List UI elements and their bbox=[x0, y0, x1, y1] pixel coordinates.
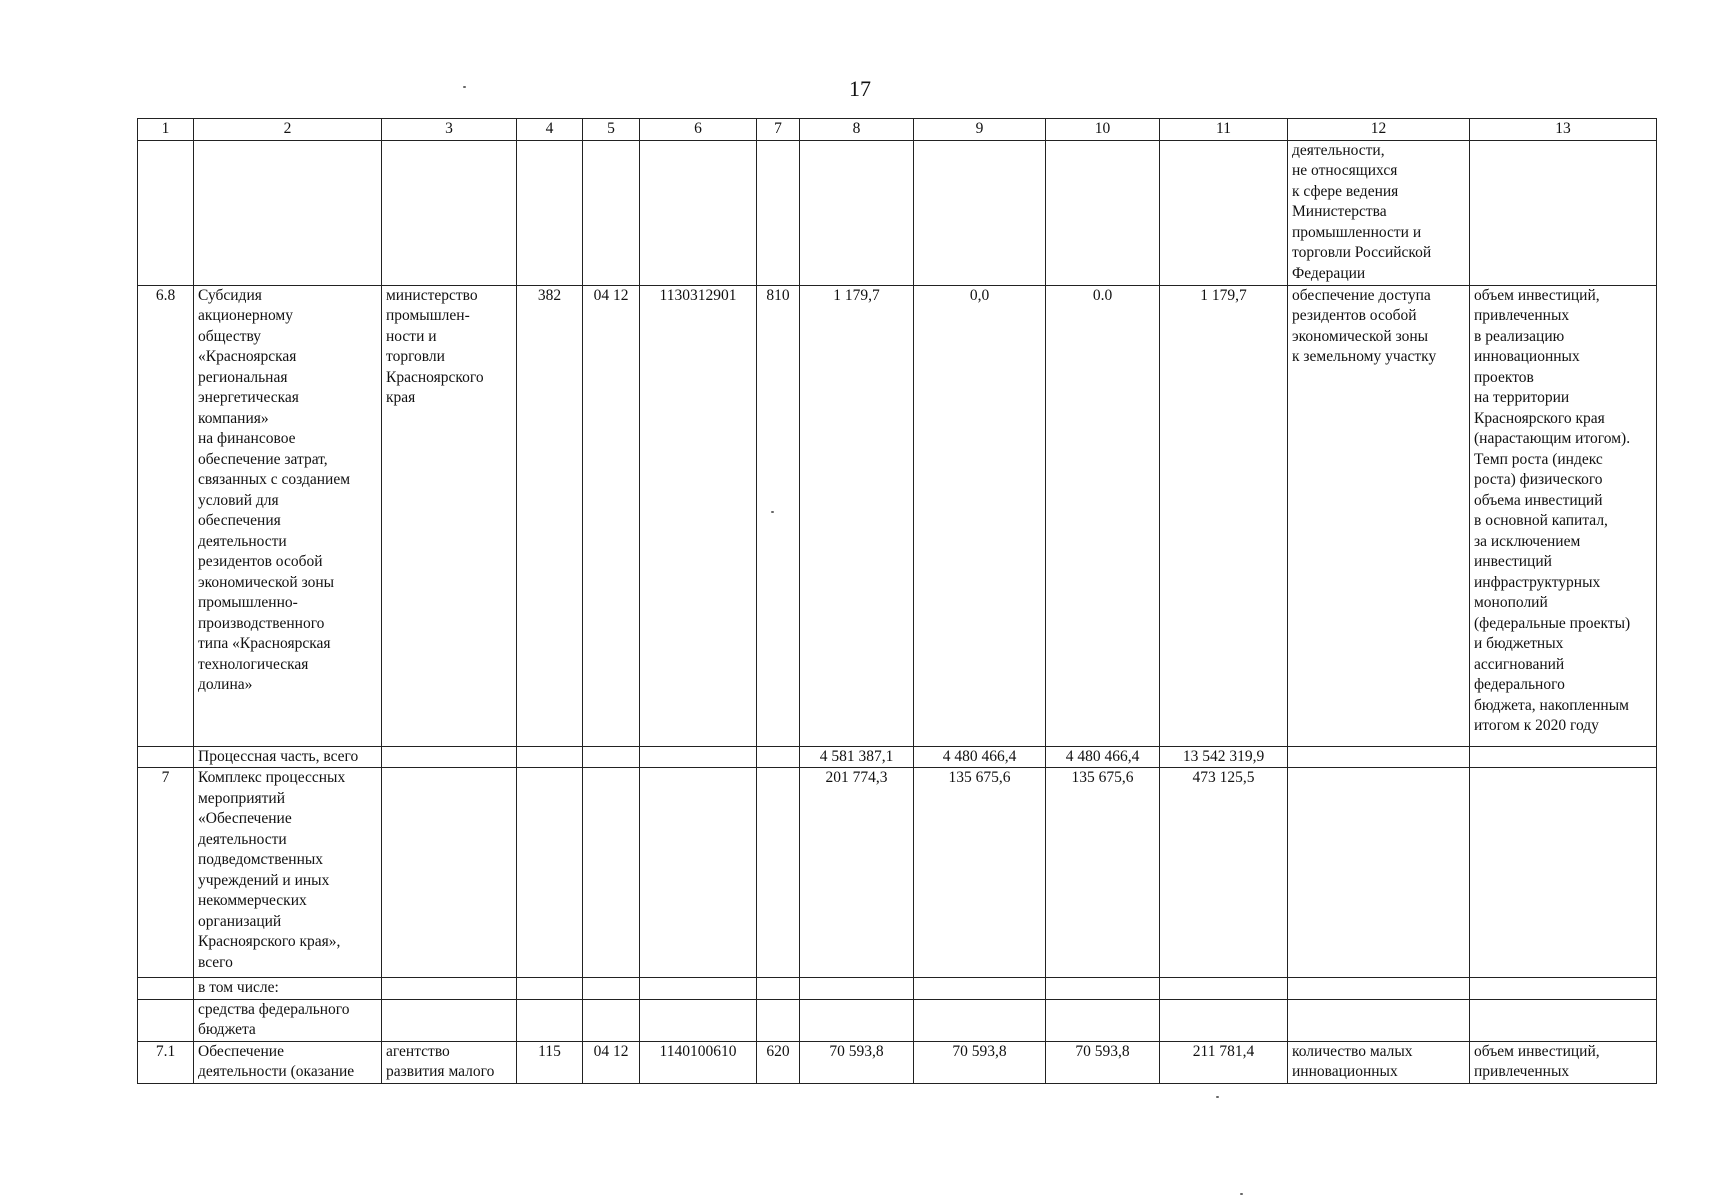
executor-cell bbox=[382, 768, 517, 978]
year3-amount-cell: 135 675,6 bbox=[1046, 768, 1160, 978]
target-article-cell bbox=[640, 746, 757, 768]
indicator-cell bbox=[1470, 746, 1657, 768]
scan-speck bbox=[463, 86, 466, 88]
measure-name-cell: Процессная часть, всего bbox=[194, 746, 382, 768]
year2-amount-cell bbox=[914, 140, 1046, 285]
year3-amount-cell bbox=[1046, 999, 1160, 1041]
section-code-cell bbox=[583, 978, 640, 1000]
section-code-cell bbox=[583, 746, 640, 768]
target-article-cell bbox=[640, 768, 757, 978]
grbs-code-cell bbox=[517, 768, 583, 978]
expense-type-cell: 620 bbox=[757, 1041, 800, 1083]
measure-name-cell bbox=[194, 140, 382, 285]
row-number-cell bbox=[138, 140, 194, 285]
target-article-cell bbox=[640, 978, 757, 1000]
expense-type-cell bbox=[757, 746, 800, 768]
measure-name-cell: средства федерального бюджета bbox=[194, 999, 382, 1041]
expected-result-cell: деятельности, не относящихся к сфере ведения Министерства промышленности и торговли Российской Федерации bbox=[1288, 140, 1470, 285]
year2-amount-cell: 4 480 466,4 bbox=[914, 746, 1046, 768]
scan-speck bbox=[1240, 1193, 1243, 1195]
year3-amount-cell: 0.0 bbox=[1046, 285, 1160, 746]
year2-amount-cell bbox=[914, 978, 1046, 1000]
column-header: 6 bbox=[640, 119, 757, 141]
grbs-code-cell: 115 bbox=[517, 1041, 583, 1083]
expected-result-cell bbox=[1288, 978, 1470, 1000]
column-header: 8 bbox=[800, 119, 914, 141]
total-amount-cell: 211 781,4 bbox=[1160, 1041, 1288, 1083]
year1-amount-cell bbox=[800, 999, 914, 1041]
measure-name-cell: в том числе: bbox=[194, 978, 382, 1000]
expected-result-cell bbox=[1288, 999, 1470, 1041]
table-row bbox=[138, 978, 1657, 1000]
indicator-cell bbox=[1470, 140, 1657, 285]
grbs-code-cell bbox=[517, 978, 583, 1000]
section-code-cell bbox=[583, 999, 640, 1041]
table-row bbox=[138, 140, 1657, 285]
row-number-cell: 7 bbox=[138, 768, 194, 978]
row-number-cell: 7.1 bbox=[138, 1041, 194, 1083]
executor-cell: министерство промышлен- ности и торговли Красноярского края bbox=[382, 285, 517, 746]
scan-speck bbox=[1216, 1096, 1219, 1098]
total-amount-cell: 473 125,5 bbox=[1160, 768, 1288, 978]
column-header: 7 bbox=[757, 119, 800, 141]
executor-cell bbox=[382, 978, 517, 1000]
table-row bbox=[138, 999, 1657, 1041]
expense-type-cell: 810 bbox=[757, 285, 800, 746]
section-code-cell bbox=[583, 140, 640, 285]
row-number-cell bbox=[138, 978, 194, 1000]
year3-amount-cell: 70 593,8 bbox=[1046, 1041, 1160, 1083]
section-code-cell: 04 12 bbox=[583, 1041, 640, 1083]
column-header: 12 bbox=[1288, 119, 1470, 141]
column-header: 2 bbox=[194, 119, 382, 141]
year2-amount-cell: 70 593,8 bbox=[914, 1041, 1046, 1083]
table-row bbox=[138, 768, 1657, 978]
row-number-cell bbox=[138, 746, 194, 768]
row-number-cell: 6.8 bbox=[138, 285, 194, 746]
table-row bbox=[138, 746, 1657, 768]
total-amount-cell bbox=[1160, 978, 1288, 1000]
year3-amount-cell: 4 480 466,4 bbox=[1046, 746, 1160, 768]
target-article-cell bbox=[640, 999, 757, 1041]
total-amount-cell: 13 542 319,9 bbox=[1160, 746, 1288, 768]
executor-cell bbox=[382, 140, 517, 285]
expected-result-cell bbox=[1288, 768, 1470, 978]
grbs-code-cell bbox=[517, 746, 583, 768]
year1-amount-cell bbox=[800, 140, 914, 285]
page-number: 17 bbox=[849, 76, 871, 101]
expense-type-cell bbox=[757, 140, 800, 285]
scan-speck bbox=[771, 511, 774, 513]
expense-type-cell bbox=[757, 768, 800, 978]
column-header: 9 bbox=[914, 119, 1046, 141]
measure-name-cell: Комплекс процессных мероприятий «Обеспечение деятельности подведомственных учреждений и иных некоммерческих организаций Красноярского края», всего bbox=[194, 768, 382, 978]
table-row bbox=[138, 1041, 1657, 1083]
column-header: 5 bbox=[583, 119, 640, 141]
column-header: 13 bbox=[1470, 119, 1657, 141]
target-article-cell: 1130312901 bbox=[640, 285, 757, 746]
executor-cell bbox=[382, 746, 517, 768]
indicator-cell bbox=[1470, 978, 1657, 1000]
total-amount-cell: 1 179,7 bbox=[1160, 285, 1288, 746]
grbs-code-cell: 382 bbox=[517, 285, 583, 746]
expense-type-cell bbox=[757, 999, 800, 1041]
column-header-row bbox=[138, 119, 1657, 141]
column-header: 10 bbox=[1046, 119, 1160, 141]
indicator-cell: объем инвестиций, привлеченных в реализацию инновационных проектов на территории Красноярского края (нарастающим итогом). Темп роста (индекс роста) физического объема инвестиций в основной капитал, за исключением инвестиций инфраструктурных монополий (федеральные проекты) и бюджетных ассигнований федерального бюджета, накопленным итогом к 2020 году bbox=[1470, 285, 1657, 746]
year1-amount-cell: 4 581 387,1 bbox=[800, 746, 914, 768]
expected-result-cell: количество малых инновационных bbox=[1288, 1041, 1470, 1083]
year3-amount-cell bbox=[1046, 140, 1160, 285]
total-amount-cell bbox=[1160, 999, 1288, 1041]
expected-result-cell: обеспечение доступа резидентов особой экономической зоны к земельному участку bbox=[1288, 285, 1470, 746]
expected-result-cell bbox=[1288, 746, 1470, 768]
row-number-cell bbox=[138, 999, 194, 1041]
year3-amount-cell bbox=[1046, 978, 1160, 1000]
section-code-cell bbox=[583, 768, 640, 978]
target-article-cell: 1140100610 bbox=[640, 1041, 757, 1083]
year2-amount-cell: 135 675,6 bbox=[914, 768, 1046, 978]
indicator-cell bbox=[1470, 999, 1657, 1041]
grbs-code-cell bbox=[517, 140, 583, 285]
measure-name-cell: Обеспечение деятельности (оказание bbox=[194, 1041, 382, 1083]
budget-table bbox=[137, 118, 1657, 1084]
indicator-cell: объем инвестиций, привлеченных bbox=[1470, 1041, 1657, 1083]
expense-type-cell bbox=[757, 978, 800, 1000]
measure-name-cell: Субсидия акционерному обществу «Красноярская региональная энергетическая компания» на финансовое обеспечение затрат, связанных с созданием условий для обеспечения деятельности резидентов особой экономической зоны промышленно- производственного типа «Красноярская технологическая долина» bbox=[194, 285, 382, 746]
target-article-cell bbox=[640, 140, 757, 285]
column-header: 3 bbox=[382, 119, 517, 141]
executor-cell bbox=[382, 999, 517, 1041]
section-code-cell: 04 12 bbox=[583, 285, 640, 746]
indicator-cell bbox=[1470, 768, 1657, 978]
year2-amount-cell: 0,0 bbox=[914, 285, 1046, 746]
table-row bbox=[138, 285, 1657, 746]
executor-cell: агентство развития малого bbox=[382, 1041, 517, 1083]
year1-amount-cell: 1 179,7 bbox=[800, 285, 914, 746]
column-header: 1 bbox=[138, 119, 194, 141]
column-header: 11 bbox=[1160, 119, 1288, 141]
year2-amount-cell bbox=[914, 999, 1046, 1041]
year1-amount-cell bbox=[800, 978, 914, 1000]
grbs-code-cell bbox=[517, 999, 583, 1041]
year1-amount-cell: 201 774,3 bbox=[800, 768, 914, 978]
year1-amount-cell: 70 593,8 bbox=[800, 1041, 914, 1083]
total-amount-cell bbox=[1160, 140, 1288, 285]
column-header: 4 bbox=[517, 119, 583, 141]
